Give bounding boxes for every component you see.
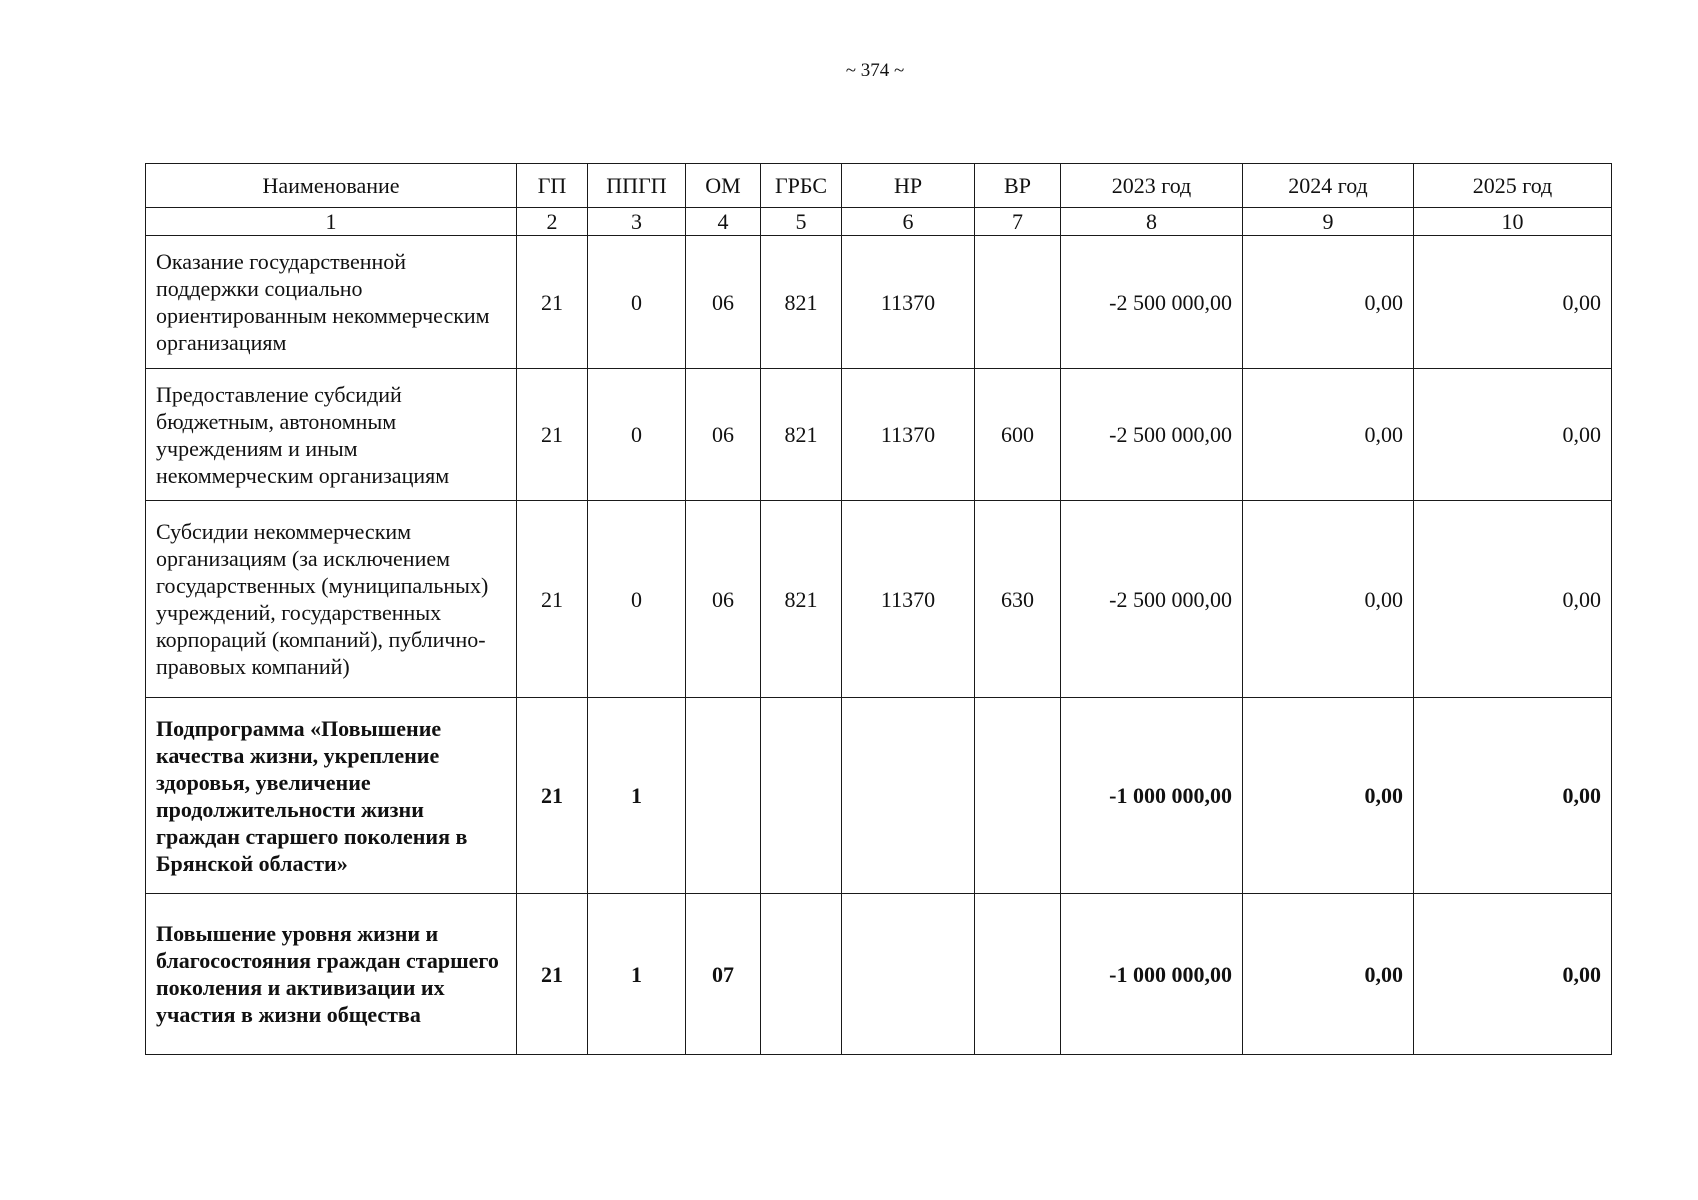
cell-ppgp: 0 (588, 501, 686, 698)
header-2024: 2024 год (1243, 164, 1414, 208)
header-name: Наименование (146, 164, 517, 208)
header-nr: НР (842, 164, 975, 208)
cell-nr (842, 894, 975, 1055)
cell-2025: 0,00 (1414, 698, 1612, 894)
cell-ppgp: 0 (588, 236, 686, 369)
column-number: 2 (517, 208, 588, 236)
header-2025: 2025 год (1414, 164, 1612, 208)
cell-2025: 0,00 (1414, 501, 1612, 698)
column-number: 9 (1243, 208, 1414, 236)
cell-ppgp: 1 (588, 698, 686, 894)
cell-om: 06 (686, 501, 761, 698)
header-gp: ГП (517, 164, 588, 208)
cell-nr: 11370 (842, 501, 975, 698)
column-number: 3 (588, 208, 686, 236)
cell-gp: 21 (517, 501, 588, 698)
cell-2023: -2 500 000,00 (1061, 501, 1243, 698)
table-row (146, 501, 1612, 698)
header-ppgp: ППГП (588, 164, 686, 208)
cell-2025: 0,00 (1414, 894, 1612, 1055)
cell-om: 06 (686, 369, 761, 501)
cell-grbs (761, 698, 842, 894)
cell-om (686, 698, 761, 894)
cell-2023: -2 500 000,00 (1061, 369, 1243, 501)
cell-ppgp: 0 (588, 369, 686, 501)
column-number: 6 (842, 208, 975, 236)
cell-2023: -1 000 000,00 (1061, 698, 1243, 894)
column-number-row (146, 208, 1612, 236)
cell-name: Субсидии некоммерческим организациям (за исключением государственных (муниципальных) учреждений, государственных корпораций (компаний), публично-правовых компаний) (146, 501, 517, 698)
cell-om: 07 (686, 894, 761, 1055)
cell-name: Подпрограмма «Повышение качества жизни, укрепление здоровья, увеличение продолжительности жизни граждан старшего поколения в Брянской области» (146, 698, 517, 894)
header-2023: 2023 год (1061, 164, 1243, 208)
cell-gp: 21 (517, 369, 588, 501)
cell-name: Предоставление субсидий бюджетным, автономным учреждениям и иным некоммерческим организациям (146, 369, 517, 501)
cell-grbs: 821 (761, 501, 842, 698)
column-number: 1 (146, 208, 517, 236)
cell-2025: 0,00 (1414, 369, 1612, 501)
cell-2024: 0,00 (1243, 698, 1414, 894)
cell-2023: -1 000 000,00 (1061, 894, 1243, 1055)
cell-2024: 0,00 (1243, 236, 1414, 369)
cell-nr: 11370 (842, 369, 975, 501)
cell-om: 06 (686, 236, 761, 369)
cell-vr: 600 (975, 369, 1061, 501)
cell-name: Оказание государственной поддержки социально ориентированным некоммерческим организациям (146, 236, 517, 369)
table-row (146, 236, 1612, 369)
cell-vr (975, 236, 1061, 369)
cell-gp: 21 (517, 236, 588, 369)
page-number: ~ 374 ~ (845, 60, 905, 81)
cell-grbs: 821 (761, 236, 842, 369)
cell-nr (842, 698, 975, 894)
header-grbs: ГРБС (761, 164, 842, 208)
cell-gp: 21 (517, 698, 588, 894)
cell-vr (975, 894, 1061, 1055)
cell-2025: 0,00 (1414, 236, 1612, 369)
table-row (146, 698, 1612, 894)
cell-vr (975, 698, 1061, 894)
cell-2024: 0,00 (1243, 369, 1414, 501)
table-row (146, 369, 1612, 501)
cell-2024: 0,00 (1243, 894, 1414, 1055)
cell-2023: -2 500 000,00 (1061, 236, 1243, 369)
cell-gp: 21 (517, 894, 588, 1055)
header-vr: ВР (975, 164, 1061, 208)
column-number: 10 (1414, 208, 1612, 236)
cell-nr: 11370 (842, 236, 975, 369)
table-row (146, 894, 1612, 1055)
column-number: 8 (1061, 208, 1243, 236)
header-om: ОМ (686, 164, 761, 208)
header-row (146, 164, 1612, 208)
column-number: 4 (686, 208, 761, 236)
cell-vr: 630 (975, 501, 1061, 698)
column-number: 5 (761, 208, 842, 236)
cell-ppgp: 1 (588, 894, 686, 1055)
column-number: 7 (975, 208, 1061, 236)
cell-grbs (761, 894, 842, 1055)
cell-grbs: 821 (761, 369, 842, 501)
budget-table (145, 163, 1612, 1055)
cell-name: Повышение уровня жизни и благосостояния граждан старшего поколения и активизации их участия в жизни общества (146, 894, 517, 1055)
cell-2024: 0,00 (1243, 501, 1414, 698)
